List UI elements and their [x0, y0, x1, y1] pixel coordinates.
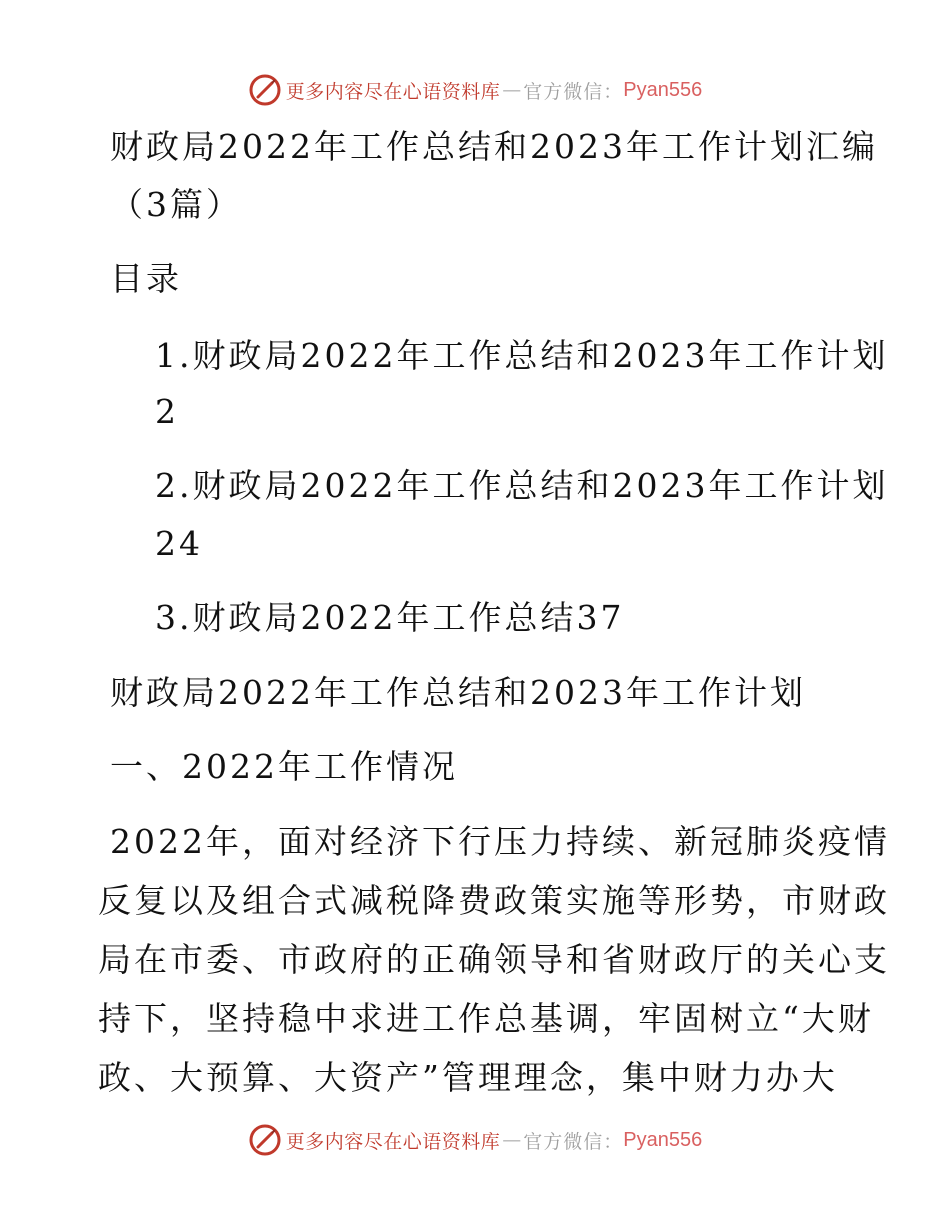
toc-heading: 目录 — [110, 259, 182, 298]
body-line-3: 局在市委、市政府的正确领导和省财政厅的关心支 — [98, 940, 890, 979]
footer-watermark — [0, 1120, 950, 1160]
watermark-text: 更多内容尽在心语资料库 — [285, 80, 501, 103]
quill-seal-icon — [248, 73, 282, 107]
watermark-separator: — — [502, 79, 522, 101]
toc-item-3-label: 3.财政局2022年工作总结37 — [155, 598, 625, 637]
toc-item-1-page: 2 — [155, 392, 179, 431]
quill-seal-icon — [248, 1123, 282, 1157]
toc-item-2-page: 24 — [155, 524, 203, 563]
document-title-line2: （3篇） — [110, 185, 242, 224]
header-watermark — [0, 70, 950, 110]
section-title: 财政局2022年工作总结和2023年工作计划 — [110, 673, 806, 712]
toc-item-1-label: 1.财政局2022年工作总结和2023年工作计划 — [155, 336, 889, 375]
watermark-wechat-id: Pyan556 — [623, 78, 703, 101]
watermark-separator: — — [502, 1129, 522, 1151]
watermark-wechat-id: Pyan556 — [623, 1128, 703, 1151]
watermark-wechat-label: 官方微信： — [523, 80, 624, 103]
body-line-4: 持下，坚持稳中求进工作总基调，牢固树立“大财 — [98, 999, 874, 1038]
body-line-1: 2022年，面对经济下行压力持续、新冠肺炎疫情 — [110, 822, 890, 861]
body-line-5: 政、大预算、大资产”管理理念，集中财力办大 — [98, 1058, 838, 1097]
toc-item-2-label: 2.财政局2022年工作总结和2023年工作计划 — [155, 466, 889, 505]
body-line-2: 反复以及组合式减税降费政策实施等形势，市财政 — [98, 881, 890, 920]
watermark-text: 更多内容尽在心语资料库 — [285, 1130, 501, 1153]
watermark-wechat-label: 官方微信： — [523, 1130, 624, 1153]
heading-1: 一、2022年工作情况 — [110, 747, 458, 786]
document-title-line1: 财政局2022年工作总结和2023年工作计划汇编 — [110, 127, 878, 166]
